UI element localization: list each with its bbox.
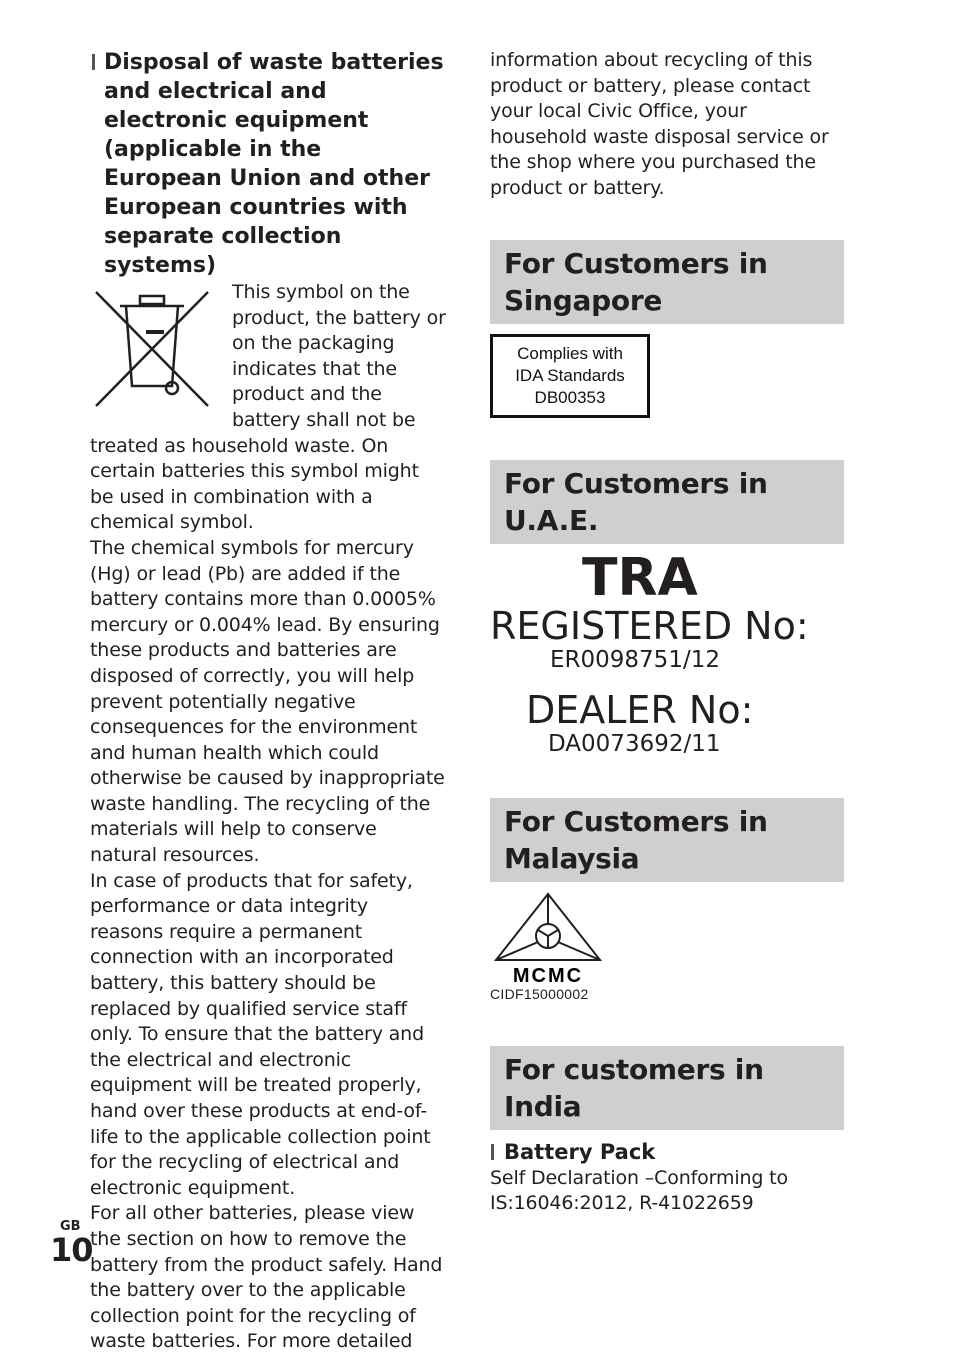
disposal-paragraph-1: This symbol on the product, the battery or on the packaging indicates that the product and the battery shall not be treated as household waste. On certain batteries this symbol might be used in combination with a chemical symbol. — [90, 281, 446, 534]
registered-label: REGISTERED No: — [490, 603, 809, 648]
weee-bin-symbol — [92, 284, 212, 410]
mcmc-triangle-icon — [490, 890, 606, 986]
ida-line-1: Complies with — [517, 343, 623, 363]
ida-compliance-label — [490, 334, 650, 418]
cidf-number: CIDF15000002 — [490, 985, 589, 1002]
india-declaration: Self Declaration –Conforming to IS:16046:2012, R-41022659 — [490, 1166, 788, 1215]
tra-logo: TRA — [582, 547, 698, 608]
disposal-continuation: information about recycling of this product or battery, please contact your local Civic Office, your household waste disposal service or the shop where you purchased the product or battery. — [490, 49, 829, 199]
crossed-out-bin-icon — [92, 284, 222, 414]
registered-number: ER0098751/12 — [550, 646, 720, 673]
singapore-header: For Customers in Singapore — [490, 240, 844, 324]
disposal-heading-text: Disposal of waste batteries and electrical and electronic equipment (applicable in the European Union and other European countries with separate collection systems) — [104, 50, 444, 278]
right-column — [490, 48, 844, 1217]
ida-line-2: IDA Standards — [515, 365, 625, 385]
dealer-label: DEALER No: — [526, 687, 754, 732]
page-number — [50, 1219, 93, 1269]
disposal-heading — [90, 48, 446, 280]
ida-line-3: DB00353 — [534, 387, 606, 407]
battery-pack-heading — [490, 1138, 844, 1166]
disposal-paragraph-4: For all other batteries, please view the section on how to remove the battery from the product safely. Hand the battery over to the applicable collection point for the recycling of waste batteries. For more detailed — [90, 1202, 443, 1353]
page-region: GB — [60, 1219, 81, 1234]
disposal-paragraph-3: In case of products that for safety, performance or data integrity reasons require a permanent connection with an incorporated battery, this battery should be replaced by qualified service staff only. To ensure that the battery and the electrical and electronic equipment will be treated properly, hand over these products at end-of-life to the applicable collection point for the recycling of electrical and electronic equipment. — [90, 869, 431, 1199]
mcmc-logo — [490, 890, 620, 1002]
left-column — [90, 48, 446, 1355]
uae-header: For Customers in U.A.E. — [490, 460, 844, 544]
subheading-marker — [491, 1144, 494, 1160]
heading-marker — [92, 54, 95, 70]
disposal-paragraph-2: The chemical symbols for mercury (Hg) or lead (Pb) are added if the battery contains more than 0.0005% mercury or 0.004% lead. By ensuring these products and batteries are disposed of correctly, you will help prevent potentially negative consequences for the environment and human health which could otherwise be caused by inappropriate waste handling. The recycling of the materials will help to conserve natural resources. — [90, 536, 445, 867]
battery-pack-heading-text: Battery Pack — [504, 1139, 656, 1164]
india-header: For customers in India — [490, 1046, 844, 1130]
malaysia-header: For Customers in Malaysia — [490, 798, 844, 882]
mcmc-logo-text: MCMC — [512, 964, 584, 986]
page-number-value: 10 — [50, 1231, 93, 1269]
dealer-number: DA0073692/11 — [548, 730, 721, 757]
